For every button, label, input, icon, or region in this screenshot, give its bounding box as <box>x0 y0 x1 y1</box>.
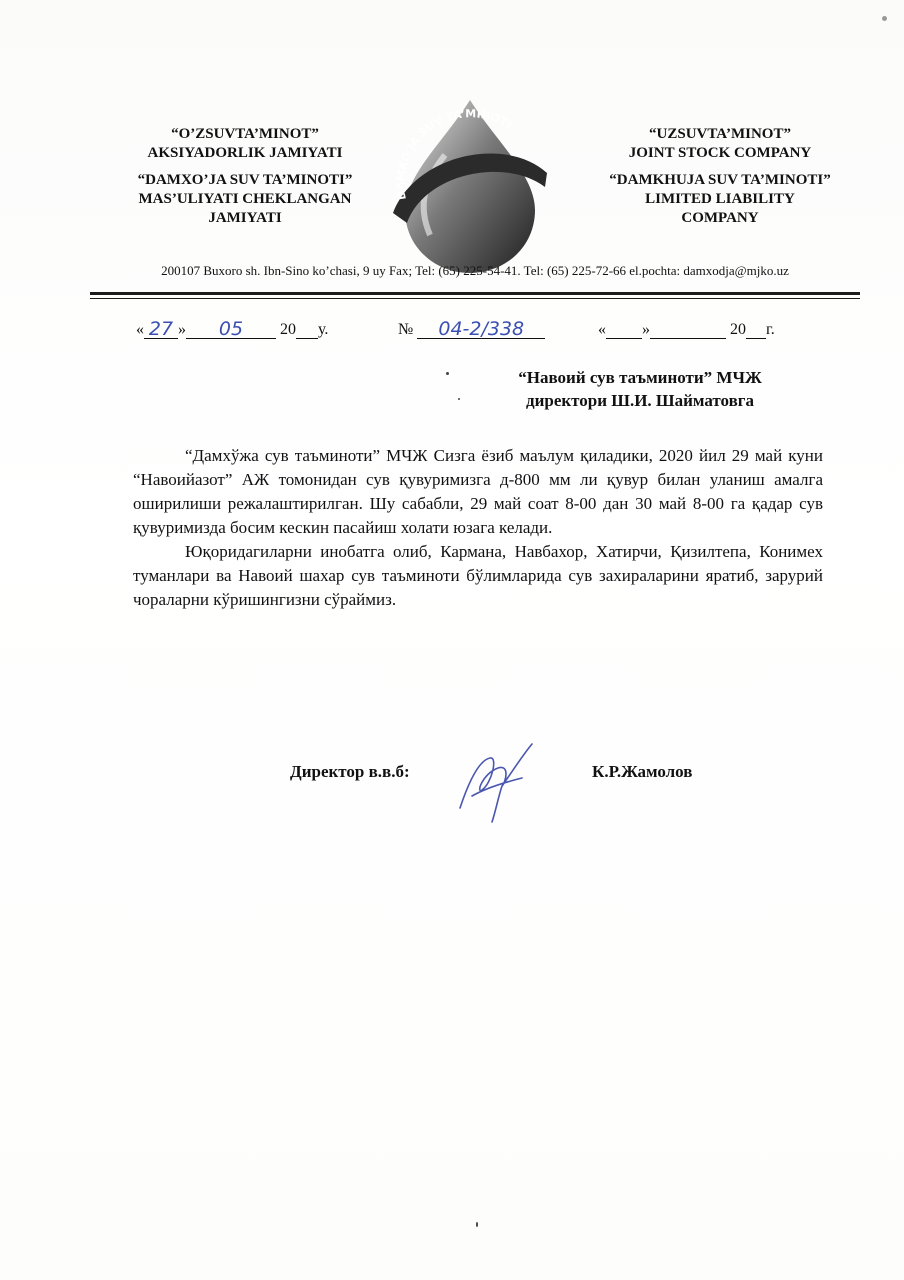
date-day: 27 <box>148 318 174 340</box>
letterhead-left-line3: “DAMXO’JA SUV TA’MINOTI” <box>137 172 353 188</box>
scan-speck <box>458 398 460 400</box>
letterhead-left-line2: AKSIYADORLIK JAMIYATI <box>147 145 343 161</box>
body-paragraph-2: Юқоридагиларни инобатга олиб, Кармана, Навбахор, Хатирчи, Қизилтепа, Конимех туманлари ва Навоий шахар сув таъминоти бўлимларида сув захираларини яратиб, зарурий чораларни кўришингизни сўраймиз. <box>133 542 823 609</box>
company-logo <box>385 95 555 275</box>
letterhead-right-line2: JOINT STOCK COMPANY <box>628 145 812 161</box>
addressee-line2: директори Ш.И. Шайматовга <box>525 391 755 410</box>
logo-text: DAMXO’JA SUV TA’MINOTI <box>394 107 514 201</box>
addressee-line1: “Навоий сув таъминоти” МЧЖ <box>518 368 762 387</box>
document-number: 04-2/338 <box>438 318 525 340</box>
letterhead-left-line5: JAMIYATI <box>208 210 282 226</box>
scan-speck <box>446 372 449 375</box>
addressee-block <box>470 366 810 412</box>
header-rule-thin <box>90 298 860 299</box>
signatory-name: К.Р.Жамолов <box>592 762 693 781</box>
body-paragraph-1: “Дамхўжа сув таъминоти” МЧЖ Сизга ёзиб маълум қиладики, 2020 йил 29 май куни “Навоийазот” АЖ томонидан сув қувуримизга д-800 мм ли қувур билан уланиш амалга оширилиши режалаштирилган. Шу сабабли, 29 май соат 8-00 дан 30 май 8-00 га қадар сув қувуримизда босим кескин пасайиш холати юзага келади. <box>133 446 823 537</box>
letterhead-right-line3: “DAMKHUJA SUV TA’MINOTI” <box>609 172 831 188</box>
scan-speck <box>882 16 887 21</box>
outgoing-number: № 04-2/338 <box>398 318 545 339</box>
scan-speck <box>476 1222 478 1227</box>
date-month: 05 <box>218 318 244 340</box>
date-year-prefix: 20 <box>280 321 296 338</box>
signatory-title: Директор в.в.б: <box>290 762 410 781</box>
outgoing-date: « 27 » 05 20 у. <box>136 318 329 340</box>
header-rule-thick <box>90 292 860 295</box>
letterhead-right-line5: COMPANY <box>681 210 759 226</box>
letterhead-left-line1: “O’ZSUVTA’MINOT” <box>171 126 319 142</box>
letterhead-right <box>585 125 855 228</box>
letterhead-right-line1: “UZSUVTA’MINOT” <box>649 126 791 142</box>
letter-body <box>133 444 823 612</box>
letterhead-right-line4: LIMITED LIABILITY <box>645 191 795 207</box>
company-address: 200107 Buxoro sh. Ibn-Sino ko’chasi, 9 uy Fax; Tel: (65) 225-54-41. Tel: (65) 225-72-66 el.pochta: damxodja@mjko.uz <box>161 263 789 278</box>
handwritten-signature <box>452 738 542 828</box>
incoming-date: « » 20 г. <box>598 318 775 339</box>
letterhead-left <box>100 125 390 228</box>
letterhead-left-line4: MAS’ULIYATI CHEKLANGAN <box>138 191 352 207</box>
